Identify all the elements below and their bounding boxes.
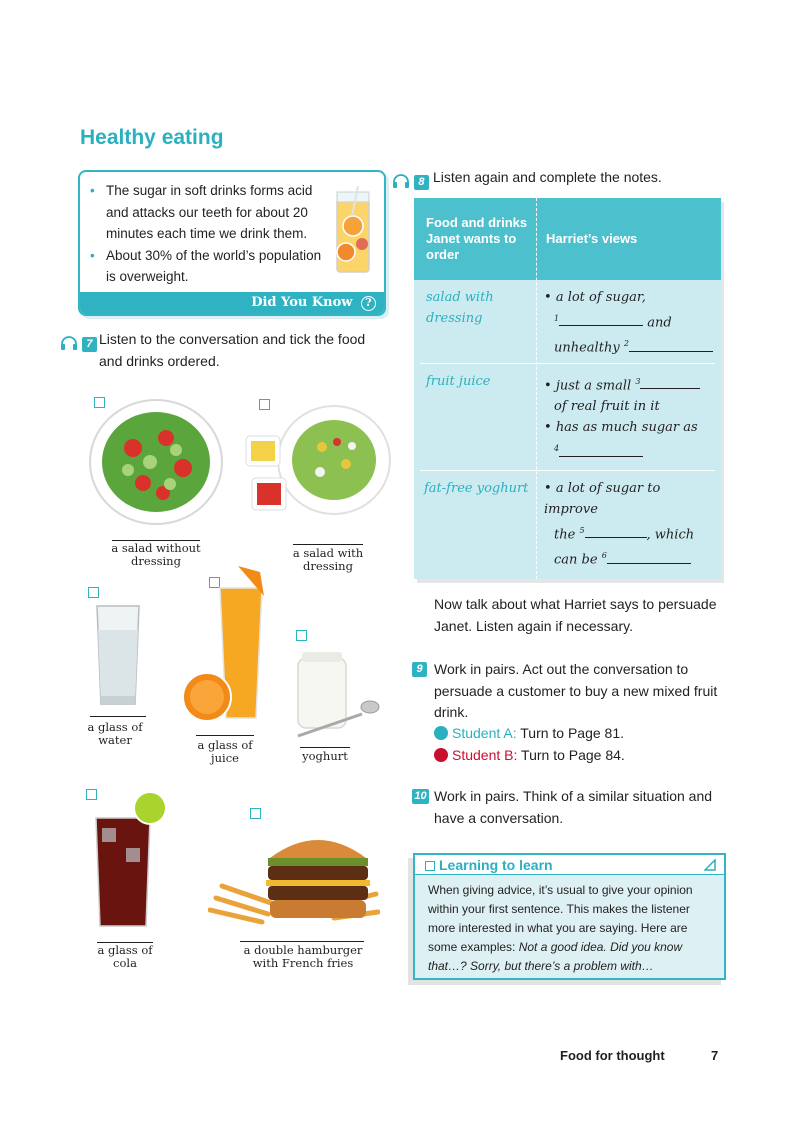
exercise-number: 9 xyxy=(412,662,427,677)
food-caption: a salad with dressing xyxy=(292,546,364,573)
juice-glass-icon xyxy=(332,186,374,276)
section-title: Healthy eating xyxy=(80,126,224,149)
exercise-number: 7 xyxy=(82,337,97,352)
salad-image xyxy=(88,398,225,526)
tick-box-glass-of-water[interactable] xyxy=(88,587,99,598)
table-row-food: fruit juice xyxy=(426,374,491,389)
tick-box-double-hamburger[interactable] xyxy=(250,808,261,819)
student-a-icon xyxy=(434,726,448,740)
hamburger-image xyxy=(208,828,380,928)
learning-to-learn-body: When giving advice, it’s usual to give your opinion within your first sentence. This makes the listener more interested in what you are saying. Here are some examples: Not a good idea. Did you know that…? Sorry, but there’s a problem with… xyxy=(428,883,693,973)
learning-to-learn-box xyxy=(413,853,726,980)
food-caption: a glass of cola xyxy=(97,943,153,970)
food-caption: a double hamburger with French fries xyxy=(243,943,363,970)
table-row-views: • a lot of sugar, $^1$ and unhealthy $^2$ xyxy=(544,287,716,359)
blank-6[interactable] xyxy=(607,552,691,564)
did-you-know-label: Did You Know xyxy=(251,295,353,310)
student-a-line: Student A: Turn to Page 81. xyxy=(434,723,726,745)
exercise-text: Listen again and complete the notes. xyxy=(433,169,662,185)
footer-title: Food for thought xyxy=(560,1048,665,1063)
notes-table xyxy=(414,198,721,579)
orange-juice-image xyxy=(182,566,268,728)
table-row-food: salad with dressing xyxy=(426,290,494,326)
blank-2[interactable] xyxy=(629,340,713,352)
exercise-text: Listen to the conversation and tick the food and drinks ordered. xyxy=(99,331,366,369)
did-you-know-bar xyxy=(80,292,384,314)
did-you-know-box xyxy=(78,170,386,316)
water-glass-image xyxy=(94,604,142,708)
exercise-text: Work in pairs. Think of a similar situation and have a conversation. xyxy=(434,788,713,826)
table-row-food: fat-free yoghurt xyxy=(424,481,529,496)
exercise-number: 8 xyxy=(414,175,429,190)
student-b-line: Student B: Turn to Page 84. xyxy=(434,745,726,767)
blank-3[interactable] xyxy=(640,377,700,389)
checkbox-icon xyxy=(425,861,435,871)
table-row-views: • just a small $^3$ of real fruit in it • has as much sugar as $^4$ xyxy=(544,371,716,464)
blank-1[interactable] xyxy=(559,314,643,326)
page-number: 7 xyxy=(711,1048,719,1063)
corner-triangle-icon xyxy=(704,859,716,871)
tick-box-yoghurt[interactable] xyxy=(296,630,307,641)
cola-glass-image xyxy=(92,788,172,930)
fact-item: • About 30% of the world’s population is overweight. xyxy=(90,245,330,288)
column-header-views: Harriet’s views xyxy=(546,231,638,246)
yoghurt-image xyxy=(292,652,384,738)
learning-to-learn-header: Learning to learn xyxy=(415,855,724,875)
salad-with-dressing-image xyxy=(242,402,392,522)
headphones-icon xyxy=(392,174,410,188)
food-caption: yoghurt xyxy=(302,749,348,763)
blank-5[interactable] xyxy=(585,526,647,538)
fact-item: • The sugar in soft drinks forms acid and attacks our teeth for about 20 minutes each time we drink them. xyxy=(90,180,330,245)
food-caption: a glass of juice xyxy=(197,738,253,765)
table-row-views: • a lot of sugar to improve the $^5$ , which can be $^6$ xyxy=(544,481,695,568)
headphones-icon xyxy=(60,336,78,350)
exercise-text: Work in pairs. Act out the conversation to persuade a customer to buy a new mixed fruit drink. xyxy=(434,661,718,720)
question-circle-icon: ? xyxy=(361,296,376,311)
after-table-text: Now talk about what Harriet says to persuade Janet. Listen again if necessary. xyxy=(434,596,717,634)
student-b-icon xyxy=(434,748,448,762)
column-header-food: Food and drinks Janet wants to order xyxy=(426,215,528,262)
exercise-number: 10 xyxy=(412,789,429,804)
food-caption: a glass of water xyxy=(87,720,143,747)
blank-4[interactable] xyxy=(559,445,643,457)
food-caption: a salad without dressing xyxy=(111,541,201,568)
